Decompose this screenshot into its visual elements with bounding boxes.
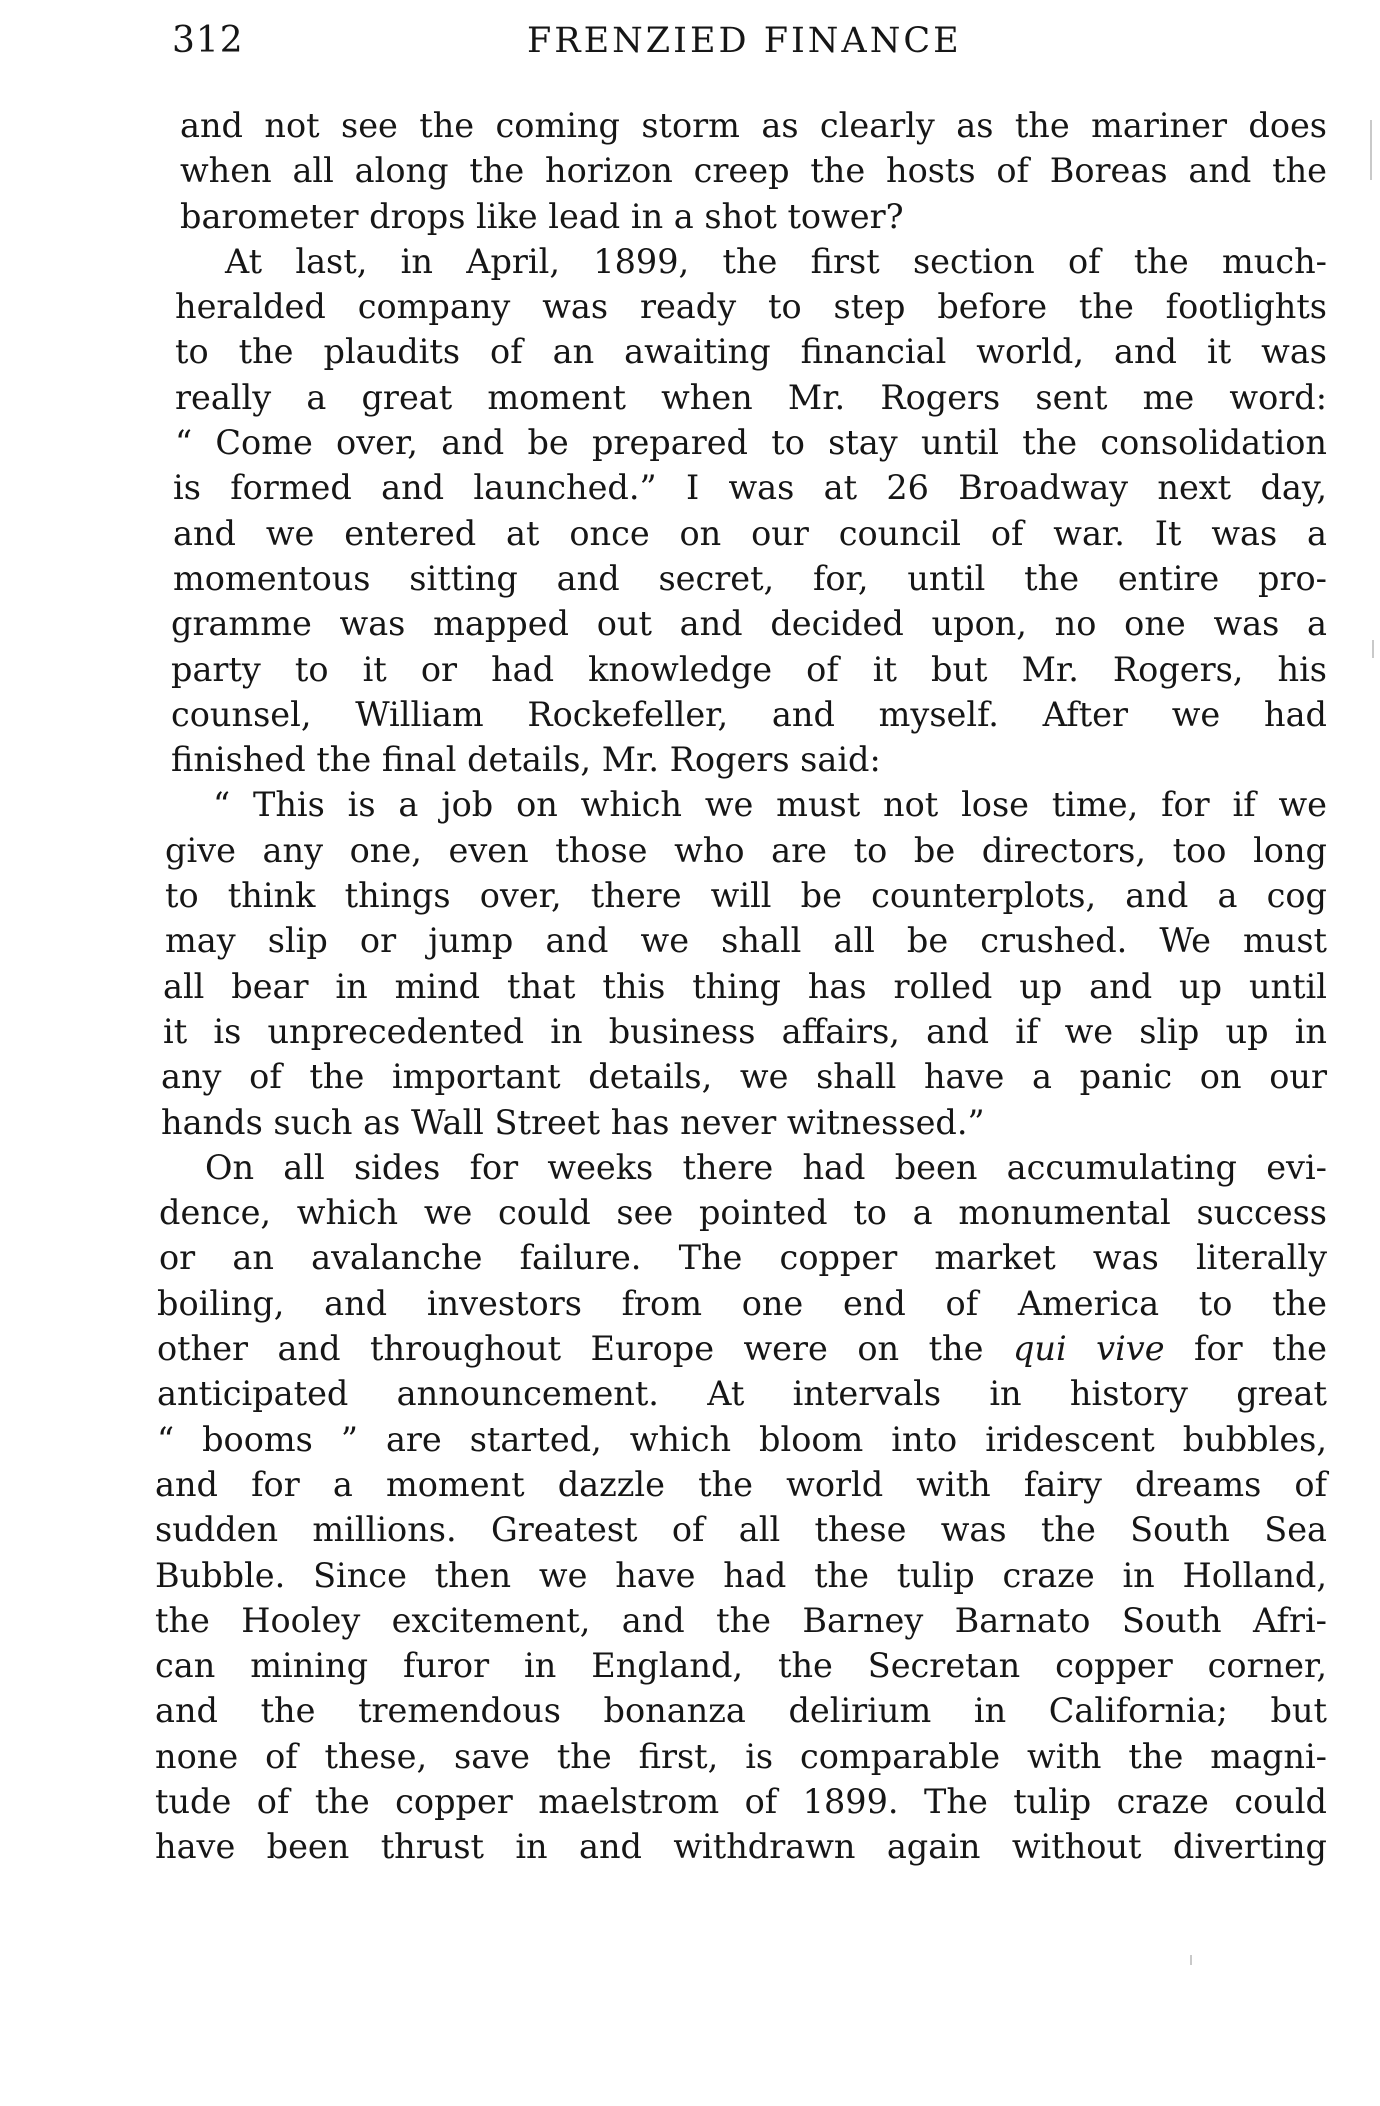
text-line: it is unprecedented in business affairs, and if we slip up in	[163, 1011, 1327, 1051]
text-line: momentous sitting and secret, for, until the entire pro-	[173, 558, 1327, 598]
text-line: is formed and launched.” I was at 26 Broadway next day,	[173, 468, 1327, 508]
text-line: really a great moment when Mr. Rogers sent me word:	[175, 377, 1327, 417]
text-line: “ This is a job on which we must not lose time, for if we	[213, 785, 1327, 825]
page-number: 312	[172, 20, 244, 61]
text-line: other and throughout Europe were on the qui vive for the	[157, 1329, 1327, 1369]
text-line: anticipated announcement. At intervals in history great	[157, 1374, 1327, 1414]
scan-edge-mark	[1370, 120, 1372, 180]
text-line: have been thrust in and withdrawn again without diverting	[155, 1827, 1327, 1867]
text-line: party to it or had knowledge of it but Mr. Rogers, his	[171, 649, 1327, 689]
text-line: barometer drops like lead in a shot tower?	[180, 196, 904, 236]
text-line: to think things over, there will be counterplots, and a cog	[165, 876, 1327, 916]
text-line: finished the final details, Mr. Rogers said:	[171, 740, 881, 780]
text-line: Bubble. Since then we have had the tulip craze in Holland,	[155, 1555, 1327, 1595]
text-line: any of the important details, we shall have a panic on our	[161, 1057, 1327, 1097]
text-line: “ booms ” are started, which bloom into iridescent bubbles,	[157, 1419, 1327, 1459]
text-line: and the tremendous bonanza delirium in California; but	[155, 1691, 1327, 1731]
text-line: or an avalanche failure. The copper market was literally	[159, 1238, 1327, 1278]
text-line: none of these, save the first, is comparable with the magni-	[155, 1736, 1327, 1776]
text-line: heralded company was ready to step before the footlights	[175, 287, 1327, 327]
text-line: hands such as Wall Street has never witnessed.”	[161, 1102, 985, 1142]
text-line: On all sides for weeks there had been accumulating evi-	[205, 1147, 1327, 1187]
text-line: At last, in April, 1899, the first section of the much-	[225, 241, 1327, 281]
text-line: “ Come over, and be prepared to stay until the consolidation	[175, 423, 1327, 463]
text-line: boiling, and investors from one end of America to the	[157, 1283, 1327, 1323]
text-line: all bear in mind that this thing has rolled up and up until	[163, 966, 1327, 1006]
text-line: gramme was mapped out and decided upon, no one was a	[171, 604, 1327, 644]
text-line: the Hooley excitement, and the Barney Barnato South Afri-	[155, 1600, 1327, 1640]
italic-phrase: qui vive	[1012, 1329, 1165, 1369]
text-line: may slip or jump and we shall all be crushed. We must	[165, 921, 1327, 961]
body-text	[155, 103, 1327, 1870]
text-line: when all along the horizon creep the hosts of Boreas and the	[180, 151, 1327, 191]
scan-edge-mark	[1372, 640, 1374, 658]
running-head	[172, 14, 1327, 68]
text-line: to the plaudits of an awaiting financial world, and it was	[175, 332, 1327, 372]
text-line: and for a moment dazzle the world with fairy dreams of	[155, 1464, 1327, 1504]
text-line: counsel, William Rockefeller, and myself. After we had	[171, 694, 1327, 734]
text-line: and we entered at once on our council of war. It was a	[173, 513, 1327, 553]
text-line: tude of the copper maelstrom of 1899. The tulip craze could	[155, 1781, 1327, 1821]
text-line: sudden millions. Greatest of all these was the South Sea	[155, 1510, 1327, 1550]
running-title: FRENZIED FINANCE	[527, 21, 962, 61]
text-line: and not see the coming storm as clearly as the mariner does	[180, 106, 1327, 145]
scan-edge-mark	[1190, 1955, 1192, 1965]
text-line: dence, which we could see pointed to a monumental success	[159, 1193, 1327, 1233]
text-line: can mining furor in England, the Secretan copper corner,	[155, 1646, 1327, 1686]
text-line: give any one, even those who are to be directors, too long	[165, 830, 1327, 870]
